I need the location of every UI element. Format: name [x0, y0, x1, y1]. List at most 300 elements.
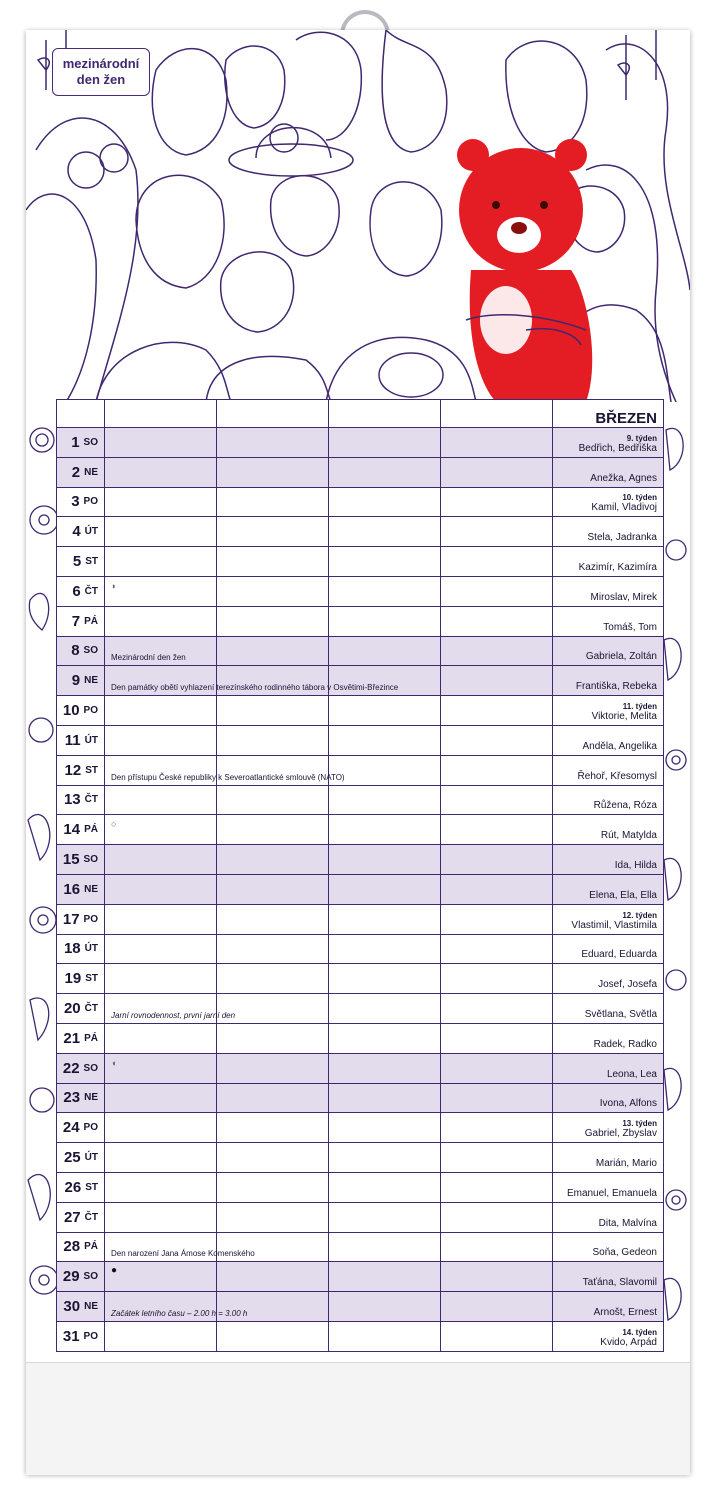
note-cell[interactable]: [328, 726, 440, 755]
note-cell[interactable]: [104, 786, 216, 815]
note-cell[interactable]: [328, 786, 440, 815]
weekday-abbr: ČT: [84, 1003, 98, 1015]
note-cell[interactable]: [104, 1084, 216, 1113]
name-day-names: Emanuel, Emanuela: [566, 1187, 657, 1199]
note-cell[interactable]: [328, 1173, 440, 1202]
day-row: [57, 1202, 663, 1232]
day-label: [57, 1173, 104, 1202]
note-cell[interactable]: [328, 1262, 440, 1291]
note-cell[interactable]: [104, 994, 236, 1023]
weekday-abbr: PO: [83, 1122, 98, 1134]
day-row: [57, 665, 663, 695]
note-cell[interactable]: [328, 488, 440, 517]
day-row: [57, 725, 663, 755]
name-day-cell: [552, 1322, 663, 1351]
weekday-abbr: ST: [85, 556, 98, 568]
name-day-cell: [552, 1173, 663, 1202]
day-label: [57, 428, 104, 457]
note-cell[interactable]: [440, 1233, 552, 1262]
name-day-cell: [552, 756, 663, 785]
day-row: [57, 755, 663, 785]
note-cell[interactable]: [104, 1203, 216, 1232]
note-cell[interactable]: [216, 547, 328, 576]
note-cell[interactable]: [216, 875, 328, 904]
note-cell[interactable]: [104, 756, 345, 785]
day-row: [57, 576, 663, 606]
name-day-cell: [552, 1054, 663, 1083]
note-cell[interactable]: [440, 1203, 552, 1232]
day-row: [57, 487, 663, 517]
note-cell[interactable]: [328, 994, 440, 1023]
name-day-names: Anděla, Angelika: [582, 740, 657, 752]
day-number: 6: [72, 582, 81, 600]
name-day-names: Radek, Radko: [593, 1038, 657, 1050]
day-label: [57, 1113, 104, 1142]
note-cell[interactable]: [440, 786, 552, 815]
name-day-names: Gabriel, Zbyslav: [584, 1128, 657, 1140]
day-row: [57, 546, 663, 576]
day-number: 17: [62, 910, 80, 928]
name-day-names: Vlastimil, Vlastimila: [571, 919, 657, 931]
name-day-names: Stela, Jadranka: [587, 532, 657, 544]
moon-phase-icon: ●: [111, 1265, 118, 1277]
note-cell[interactable]: [104, 726, 216, 755]
day-row: [57, 1172, 663, 1202]
header-column-4: [440, 400, 552, 427]
day-row: [57, 874, 663, 904]
weekday-abbr: PÁ: [84, 824, 98, 836]
name-day-names: Eduard, Eduarda: [581, 949, 657, 961]
weekday-abbr: ST: [85, 1181, 98, 1193]
note-cell[interactable]: [104, 1262, 216, 1291]
note-cell[interactable]: [328, 696, 440, 725]
name-day-cell: [552, 935, 663, 964]
weekday-abbr: PO: [83, 705, 98, 717]
note-cell[interactable]: [328, 1143, 440, 1172]
day-number: 15: [62, 851, 80, 869]
note-cell[interactable]: [328, 1322, 440, 1351]
name-day-names: Leona, Lea: [606, 1068, 657, 1080]
day-label: [57, 1054, 104, 1083]
note-cell[interactable]: [328, 547, 440, 576]
day-row: [57, 1023, 663, 1053]
note-cell[interactable]: [440, 1173, 552, 1202]
weekday-abbr: NE: [84, 1092, 98, 1104]
week-number: 14. týden: [622, 1327, 657, 1337]
day-number: 27: [63, 1208, 81, 1226]
name-day-cell: [552, 547, 663, 576]
note-cell[interactable]: [216, 964, 328, 993]
note-cell[interactable]: [440, 428, 552, 457]
name-day-names: Františka, Rebeka: [575, 681, 657, 693]
day-label: [57, 786, 104, 815]
name-day-cell: [552, 1203, 663, 1232]
note-cell[interactable]: [440, 756, 552, 785]
day-label: [57, 637, 104, 666]
name-day-cell: [552, 1084, 663, 1113]
day-row: [57, 457, 663, 487]
calendar-backing: [26, 1362, 690, 1475]
note-cell[interactable]: [104, 875, 216, 904]
day-label: [57, 845, 104, 874]
note-cell[interactable]: [104, 488, 216, 517]
day-number: 12: [64, 761, 82, 779]
moon-phase-icon: ○: [111, 819, 117, 830]
name-day-cell: [552, 905, 663, 934]
note-cell[interactable]: [440, 815, 552, 844]
weekday-abbr: PO: [83, 496, 98, 508]
day-row: [57, 606, 663, 636]
note-cell[interactable]: [440, 905, 552, 934]
header-column-3: [328, 400, 440, 427]
note-cell[interactable]: [104, 1233, 255, 1262]
day-label: [57, 905, 104, 934]
day-number: 31: [62, 1327, 80, 1345]
name-day-cell: [552, 1024, 663, 1053]
weekday-abbr: NE: [84, 466, 98, 478]
day-number: 21: [63, 1029, 81, 1047]
name-day-cell: [552, 875, 663, 904]
note-cell[interactable]: [440, 637, 552, 666]
moon-phase-icon: ◗: [111, 580, 117, 591]
note-cell[interactable]: [440, 607, 552, 636]
note-cell[interactable]: [104, 935, 216, 964]
womens-day-badge: [52, 48, 150, 96]
note-cell[interactable]: [216, 845, 328, 874]
name-day-cell: [552, 726, 663, 755]
day-label: [57, 666, 104, 695]
note-cell[interactable]: [104, 1173, 216, 1202]
header-column-2: [216, 400, 328, 427]
note-cell[interactable]: [328, 517, 440, 546]
week-number: 13. týden: [622, 1119, 657, 1129]
name-day-cell: [552, 815, 663, 844]
day-number: 10: [62, 702, 80, 720]
day-label: [57, 547, 104, 576]
note-cell[interactable]: [216, 696, 328, 725]
note-cell[interactable]: [216, 458, 328, 487]
note-cell[interactable]: [104, 458, 216, 487]
name-day-names: Gabriela, Zoltán: [585, 651, 657, 663]
day-label: [57, 964, 104, 993]
name-day-cell: [552, 964, 663, 993]
weekday-abbr: ČT: [84, 585, 98, 597]
name-day-cell: [552, 1113, 663, 1142]
note-cell[interactable]: [440, 875, 552, 904]
name-day-names: Elena, Ela, Ella: [589, 889, 657, 901]
note-cell[interactable]: [104, 666, 399, 695]
name-day-names: Marián, Mario: [595, 1157, 657, 1169]
note-cell[interactable]: [104, 964, 216, 993]
weekday-abbr: SO: [83, 436, 98, 448]
holiday-event: Mezinárodní den žen: [111, 653, 186, 663]
weekday-abbr: ÚT: [84, 943, 98, 955]
name-day-names: Kazimír, Kazimíra: [578, 561, 657, 573]
day-number: 20: [63, 1000, 81, 1018]
note-cell[interactable]: [328, 1024, 440, 1053]
name-day-cell: [552, 696, 663, 725]
day-row: [57, 993, 663, 1023]
weekday-abbr: NE: [84, 883, 98, 895]
note-cell[interactable]: [104, 577, 216, 606]
day-number: 14: [63, 821, 81, 839]
week-number: 9. týden: [626, 433, 657, 443]
note-cell[interactable]: [104, 815, 216, 844]
note-cell[interactable]: [440, 1262, 552, 1291]
note-cell[interactable]: [216, 1054, 328, 1083]
note-cell[interactable]: [440, 1113, 552, 1142]
note-cell[interactable]: [104, 845, 216, 874]
day-label: [57, 1322, 104, 1351]
note-cell[interactable]: [328, 1292, 440, 1321]
name-day-names: Taťána, Slavomil: [582, 1277, 657, 1289]
day-label: [57, 517, 104, 546]
grid-header: [57, 400, 663, 427]
day-number: 22: [62, 1059, 80, 1077]
red-bear: [457, 139, 592, 402]
week-number: 11. týden: [622, 701, 657, 711]
day-label: [57, 1084, 104, 1113]
note-cell[interactable]: [216, 815, 328, 844]
day-number: 13: [63, 791, 81, 809]
note-cell[interactable]: [440, 666, 552, 695]
note-cell[interactable]: [104, 1024, 216, 1053]
week-number: 12. týden: [622, 910, 657, 920]
day-label: [57, 1233, 104, 1262]
note-cell[interactable]: [216, 1173, 328, 1202]
day-label: [57, 1024, 104, 1053]
name-day-names: Rút, Matylda: [600, 830, 657, 842]
badge-line-2: den žen: [76, 72, 126, 87]
day-label: [57, 1292, 104, 1321]
note-cell[interactable]: [440, 1322, 552, 1351]
month-title: BŘEZEN: [552, 400, 663, 427]
name-day-cell: [552, 607, 663, 636]
note-cell[interactable]: [328, 875, 440, 904]
holiday-event: Den památky obětí vyhlazení terezínského rodinného tábora v Osvětimi-Březince: [111, 683, 399, 693]
day-number: 26: [64, 1178, 82, 1196]
note-cell[interactable]: [440, 1084, 552, 1113]
note-cell[interactable]: [216, 905, 328, 934]
day-row: [57, 1261, 663, 1291]
note-cell[interactable]: [216, 726, 328, 755]
name-day-cell: [552, 517, 663, 546]
day-label: [57, 994, 104, 1023]
note-cell[interactable]: [104, 696, 216, 725]
note-cell[interactable]: [440, 935, 552, 964]
weekday-abbr: NE: [84, 675, 98, 687]
name-day-cell: [552, 994, 663, 1023]
day-row: [57, 1083, 663, 1113]
day-number: 16: [63, 880, 81, 898]
note-cell[interactable]: [440, 845, 552, 874]
day-label: [57, 726, 104, 755]
name-day-names: Josef, Josefa: [598, 979, 657, 991]
note-cell[interactable]: [216, 428, 328, 457]
note-cell[interactable]: [328, 637, 440, 666]
note-cell[interactable]: [440, 994, 552, 1023]
note-cell[interactable]: [216, 577, 328, 606]
note-cell[interactable]: [440, 726, 552, 755]
day-row: [57, 636, 663, 666]
day-row: [57, 844, 663, 874]
note-cell[interactable]: [216, 786, 328, 815]
note-cell[interactable]: [216, 1203, 328, 1232]
name-day-names: Tomáš, Tom: [603, 621, 657, 633]
holiday-event: Den přístupu České republiky k Severoatlantické smlouvě (NATO): [111, 772, 345, 782]
holiday-event: Den narození Jana Ámose Komenského: [111, 1249, 255, 1259]
note-cell[interactable]: [104, 905, 216, 934]
name-day-cell: [552, 428, 663, 457]
note-cell[interactable]: [328, 607, 440, 636]
note-cell[interactable]: [328, 935, 440, 964]
note-cell[interactable]: [440, 964, 552, 993]
name-day-names: Růžena, Róza: [593, 800, 657, 812]
name-day-cell: [552, 458, 663, 487]
note-cell[interactable]: [104, 1143, 216, 1172]
day-number: 30: [63, 1298, 81, 1315]
day-row: [57, 814, 663, 844]
note-cell[interactable]: [328, 577, 440, 606]
note-cell[interactable]: [440, 696, 552, 725]
note-cell[interactable]: [440, 517, 552, 546]
note-cell[interactable]: [328, 845, 440, 874]
name-day-names: Anežka, Agnes: [590, 472, 657, 484]
name-day-names: Arnošt, Ernest: [593, 1306, 657, 1318]
badge-line-1: mezinárodní: [62, 56, 140, 71]
day-label: [57, 1262, 104, 1291]
note-cell[interactable]: [216, 517, 328, 546]
moon-phase-icon: ◖: [111, 1057, 117, 1068]
weekday-abbr: SO: [83, 645, 98, 657]
note-cell[interactable]: [216, 1113, 328, 1142]
note-cell[interactable]: [104, 607, 216, 636]
day-label: [57, 696, 104, 725]
note-cell[interactable]: [104, 1054, 216, 1083]
left-floral-border: [26, 400, 60, 1362]
note-cell[interactable]: [216, 1262, 328, 1291]
note-cell[interactable]: [440, 1292, 552, 1321]
name-day-names: Miroslav, Mirek: [590, 591, 657, 603]
note-cell[interactable]: [216, 1322, 328, 1351]
day-label: [57, 458, 104, 487]
day-row: [57, 785, 663, 815]
weekday-abbr: PÁ: [84, 1032, 98, 1044]
day-row: [57, 934, 663, 964]
note-cell[interactable]: [104, 1292, 248, 1321]
note-cell[interactable]: [216, 935, 328, 964]
day-number: 25: [63, 1149, 81, 1167]
note-cell[interactable]: [104, 547, 216, 576]
day-label: [57, 935, 104, 964]
day-number: 3: [71, 493, 80, 511]
name-day-names: Soňa, Gedeon: [592, 1247, 657, 1259]
note-cell[interactable]: [216, 488, 328, 517]
note-cell[interactable]: [104, 428, 216, 457]
day-number: 2: [71, 463, 81, 481]
day-number: 4: [72, 523, 81, 541]
note-cell[interactable]: [328, 1233, 440, 1262]
note-cell[interactable]: [440, 547, 552, 576]
name-day-names: Světlana, Světla: [584, 1008, 657, 1020]
holiday-event: Začátek letního času – 2.00 h = 3.00 h: [111, 1308, 248, 1318]
note-cell[interactable]: [328, 458, 440, 487]
name-day-cell: [552, 1262, 663, 1291]
calendar-grid: [56, 399, 664, 1352]
note-cell[interactable]: [328, 905, 440, 934]
note-cell[interactable]: [440, 1024, 552, 1053]
note-cell[interactable]: [104, 517, 216, 546]
note-cell[interactable]: [328, 1084, 440, 1113]
name-day-names: Řehoř, Křesomysl: [577, 770, 657, 782]
day-row: [57, 1291, 663, 1321]
weekday-abbr: NE: [84, 1301, 98, 1312]
weekday-abbr: ÚT: [84, 1152, 98, 1164]
note-cell[interactable]: [440, 458, 552, 487]
day-number: 19: [64, 970, 82, 988]
note-cell[interactable]: [104, 637, 216, 666]
note-cell[interactable]: [440, 1054, 552, 1083]
note-cell[interactable]: [216, 1024, 328, 1053]
day-label: [57, 577, 104, 606]
name-day-cell: [552, 577, 663, 606]
note-cell[interactable]: [328, 815, 440, 844]
day-number: 8: [71, 642, 80, 660]
weekday-abbr: ST: [85, 764, 98, 776]
weekday-abbr: SO: [83, 1062, 98, 1074]
name-day-names: Kamil, Vladivoj: [591, 502, 657, 514]
day-label: [57, 875, 104, 904]
day-row: [57, 516, 663, 546]
header-day-blank: [57, 400, 104, 427]
holiday-event: Jarní rovnodennost, první jarní den: [111, 1010, 236, 1020]
name-day-names: Ida, Hilda: [614, 859, 657, 871]
note-cell[interactable]: [104, 1113, 216, 1142]
note-cell[interactable]: [440, 488, 552, 517]
note-cell[interactable]: [440, 1143, 552, 1172]
header-column-1: [104, 400, 216, 427]
note-cell[interactable]: [328, 1203, 440, 1232]
note-cell[interactable]: [328, 964, 440, 993]
weekday-abbr: ČT: [84, 794, 98, 806]
note-cell[interactable]: [104, 1322, 216, 1351]
day-row: [57, 963, 663, 993]
name-day-cell: [552, 1233, 663, 1262]
weekday-abbr: PÁ: [84, 1241, 98, 1253]
note-cell[interactable]: [440, 577, 552, 606]
name-day-cell: [552, 637, 663, 666]
note-cell[interactable]: [328, 1113, 440, 1142]
name-day-names: Viktorie, Melita: [591, 710, 657, 722]
day-number: 1: [71, 433, 80, 451]
weekday-abbr: SO: [83, 854, 98, 866]
note-cell[interactable]: [328, 1054, 440, 1083]
day-label: [57, 1203, 104, 1232]
week-number: 10. týden: [622, 493, 657, 503]
note-cell[interactable]: [216, 637, 328, 666]
name-day-cell: [552, 666, 663, 695]
day-row: [57, 904, 663, 934]
day-number: 29: [62, 1268, 80, 1286]
name-day-names: Kvido, Arpád: [600, 1336, 657, 1348]
note-cell[interactable]: [216, 1084, 328, 1113]
weekday-abbr: ČT: [84, 1211, 98, 1223]
name-day-cell: [552, 1143, 663, 1172]
name-day-names: Bedřich, Bedřiška: [578, 442, 657, 454]
note-cell[interactable]: [328, 428, 440, 457]
note-cell[interactable]: [216, 607, 328, 636]
note-cell[interactable]: [216, 1143, 328, 1172]
